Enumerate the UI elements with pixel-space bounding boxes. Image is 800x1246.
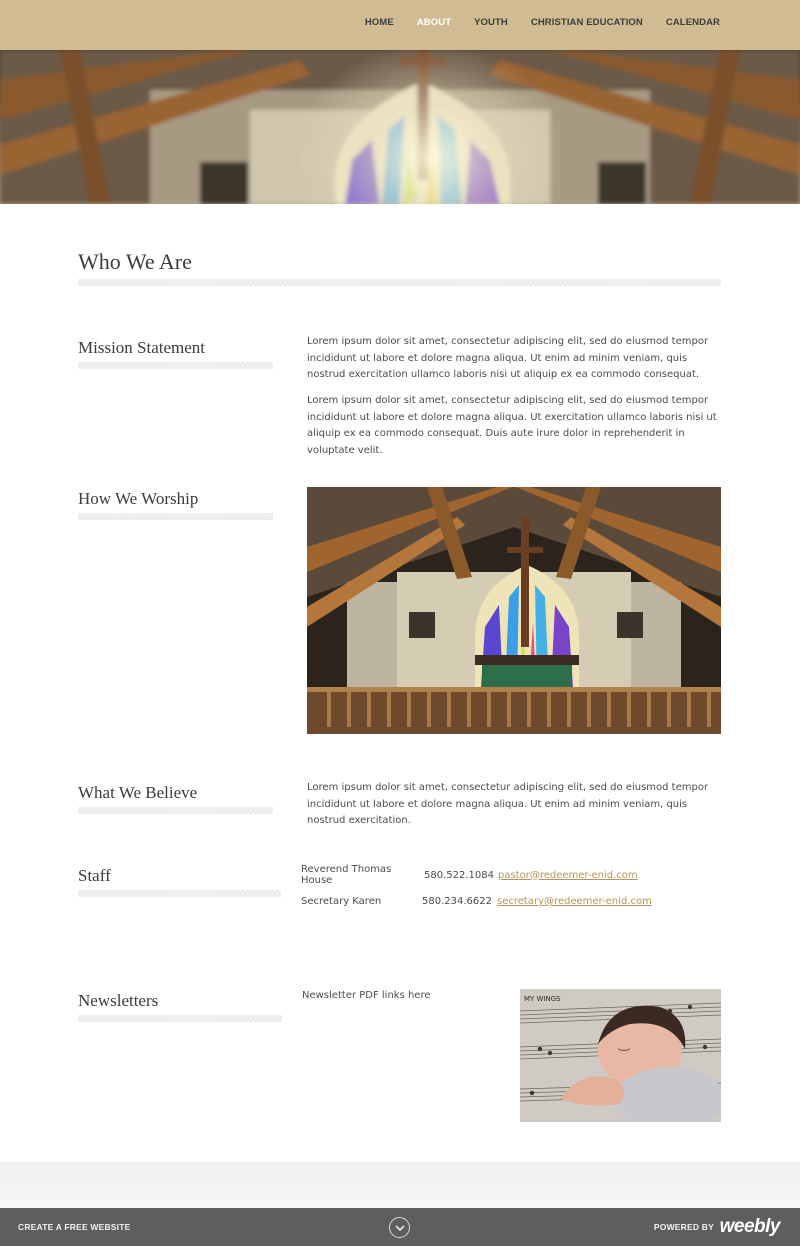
nav-christian-education[interactable]: CHRISTIAN EDUCATION: [530, 17, 643, 28]
worship-heading: How We Worship: [78, 489, 199, 508]
believe-paragraph: Lorem ipsum dolor sit amet, consectetur adipiscing elit, sed do eiusmod tempor incididunt ut labore et dolore magna aliqua. Ut enim ad minim veniam, quis nostrud exercitation.: [307, 782, 709, 826]
weebly-footer: [0, 1208, 800, 1246]
site-header: [0, 0, 800, 50]
page-title: Who We Are: [78, 249, 192, 274]
baby-photo: [520, 989, 721, 1122]
mission-paragraph-2: Lorem ipsum dolor sit amet, consectetur adipiscing elit, sed do eiusmod tempor incididunt ut labore et dolore magna aliqua. Ut exercitation ullamco laboris nisi ut aliquip ex ea commodo consequat. Duis aute irure dolor in reprehenderit in voluptate velit.: [307, 395, 717, 456]
newsletters-heading: Newsletters: [78, 991, 159, 1010]
banner-image: [0, 50, 800, 204]
title-divider: [78, 279, 721, 286]
newsletters-divider: [78, 1015, 282, 1022]
create-website-link[interactable]: CREATE A FREE WEBSITE: [18, 1222, 131, 1232]
staff-name: Reverend Thomas House: [301, 864, 392, 886]
banner-glow: [300, 50, 560, 204]
staff-divider: [78, 890, 281, 897]
chevron-down-icon[interactable]: [389, 1217, 410, 1238]
mission-heading: Mission Statement: [78, 338, 206, 357]
mission-divider: [78, 362, 273, 369]
nav-about[interactable]: ABOUT: [416, 17, 452, 28]
weebly-logo[interactable]: weebly: [719, 1216, 780, 1237]
staff-phone: 580.234.6622: [422, 896, 492, 907]
staff-email-link[interactable]: secretary@redeemer-enid.com: [497, 896, 652, 907]
staff-heading: Staff: [78, 866, 111, 885]
staff-name: Secretary Karen: [301, 896, 382, 907]
believe-divider: [78, 807, 273, 814]
nav-calendar[interactable]: CALENDAR: [665, 17, 720, 28]
worship-photo: [307, 487, 721, 734]
svg-text:MY WINGS: MY WINGS: [524, 995, 561, 1003]
staff-email-link[interactable]: pastor@redeemer-enid.com: [498, 869, 638, 881]
staff-row: [301, 896, 652, 907]
mission-paragraph-1: Lorem ipsum dolor sit amet, consectetur adipiscing elit, sed do eiusmod tempor incididunt ut labore et dolore magna aliqua. Ut enim ad minim veniam, quis nostrud exercitation ullamco laboris nisi ut aliquip ex ea commodo consequat.: [307, 336, 709, 380]
worship-divider: [78, 513, 273, 520]
footer-band: [0, 1162, 800, 1208]
powered-by-label: POWERED BY: [653, 1222, 714, 1232]
nav-youth[interactable]: YOUTH: [474, 17, 508, 28]
main-nav: [342, 17, 720, 28]
newsletter-text: Newsletter PDF links here: [302, 990, 431, 1001]
staff-phone: 580.522.1084: [424, 869, 494, 881]
nav-home[interactable]: HOME: [364, 17, 394, 28]
believe-heading: What We Believe: [78, 783, 198, 802]
staff-row: [301, 864, 638, 886]
